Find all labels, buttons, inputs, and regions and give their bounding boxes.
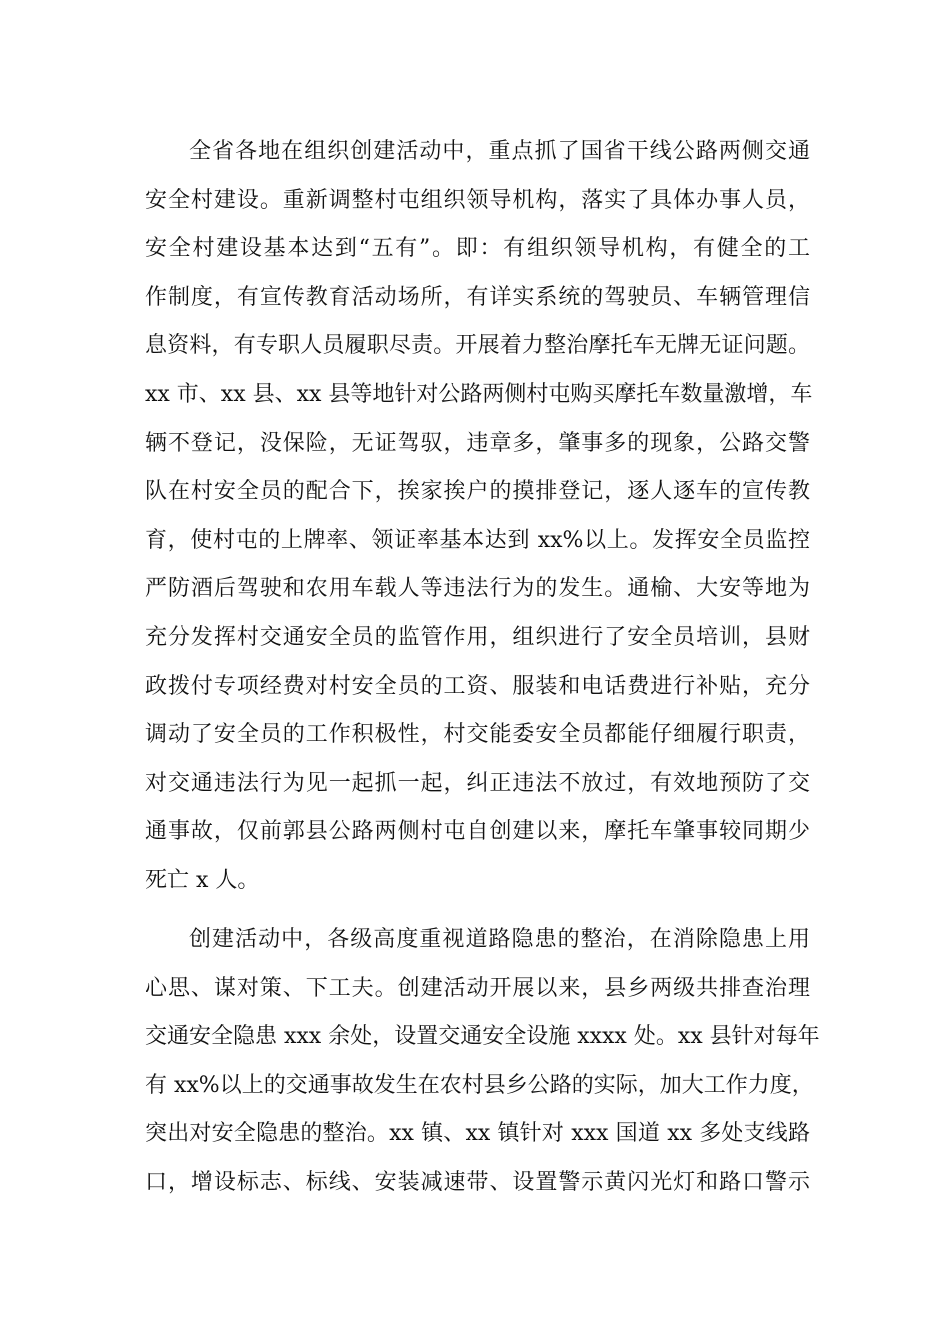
paragraph-line: 辆不登记，没保险，无证驾驭，违章多，肇事多的现象，公路交警: [145, 430, 810, 456]
paragraph-line: 严防酒后驾驶和农用车载人等违法行为的发生。通榆、大安等地为: [145, 576, 810, 602]
paragraph-1: [145, 128, 813, 906]
paragraph-line: 息资料，有专职人员履职尽责。开展着力整治摩托车无牌无证问题。: [145, 333, 810, 359]
paragraph-line: 队在村安全员的配合下，挨家挨户的摸排登记，逐人逐车的宣传教: [145, 479, 810, 505]
paragraph-line: 作制度，有宣传教育活动场所，有详实系统的驾驶员、车辆管理信: [145, 284, 810, 310]
paragraph-line: 安全村建设基本达到“五有”。即：有组织领导机构，有健全的工: [145, 236, 810, 262]
paragraph-line: 调动了安全员的工作积极性，村交能委安全员都能仔细履行职责，: [145, 722, 810, 748]
paragraph-2: [145, 916, 820, 1208]
paragraph-line: 口，增设标志、标线、安装减速带、设置警示黄闪光灯和路口警示: [145, 1169, 810, 1195]
paragraph-line: 创建活动中，各级高度重视道路隐患的整治，在消除隐患上用: [189, 927, 810, 952]
paragraph-line: 政拨付专项经费对村安全员的工资、服装和电话费进行补贴，充分: [145, 673, 810, 699]
paragraph-line: 通事故，仅前郭县公路两侧村屯自创建以来，摩托车肇事较同期少: [145, 819, 810, 845]
paragraph-line: 对交通违法行为见一起抓一起，纠正违法不放过，有效地预防了交: [145, 770, 810, 796]
paragraph-line: 心思、谋对策、下工夫。创建活动开展以来，县乡两级共排查治理: [145, 975, 810, 1001]
paragraph-line: 育，使村屯的上牌率、领证率基本达到 xx%以上。发挥安全员监控: [145, 527, 810, 553]
paragraph-line: 充分发挥村交通安全员的监管作用，组织进行了安全员培训，县财: [145, 624, 810, 650]
paragraph-line: xx 市、xx 县、xx 县等地针对公路两侧村屯购买摩托车数量激增，车: [145, 381, 813, 407]
paragraph-line: 全省各地在组织创建活动中，重点抓了国省干线公路两侧交通: [189, 139, 810, 164]
paragraph-line: 突出对安全隐患的整治。xx 镇、xx 镇针对 xxx 国道 xx 多处支线路: [145, 1121, 810, 1147]
paragraph-line: 安全村建设。重新调整村屯组织领导机构，落实了具体办事人员，: [145, 187, 810, 213]
paragraph-line: 死亡 x 人。: [145, 867, 260, 893]
paragraph-line: 交通安全隐患 xxx 余处，设置交通安全设施 xxxx 处。xx 县针对每年: [145, 1024, 820, 1050]
paragraph-line: 有 xx%以上的交通事故发生在农村县乡公路的实际，加大工作力度，: [145, 1072, 814, 1098]
